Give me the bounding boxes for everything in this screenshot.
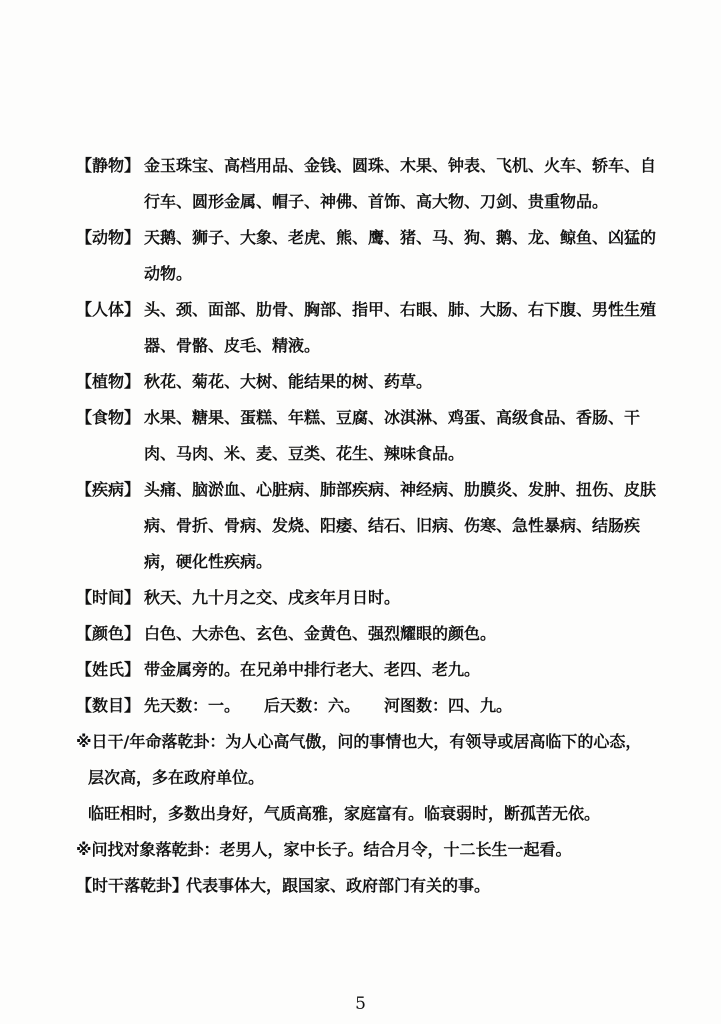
entry-label: 【疾病】 bbox=[76, 480, 141, 499]
entry-renti bbox=[76, 292, 656, 364]
entry-label: 【时干落乾卦】 bbox=[76, 876, 189, 895]
entry-shumu bbox=[76, 688, 656, 724]
paragraph-linwang: 临旺相时，多数出身好，气质高雅，家庭富有。临衰弱时，断孤苦无依。 bbox=[88, 804, 601, 823]
note-zhaoduixiang: ※问找对象落乾卦：老男人，家中长子。结合月令，十二长生一起看。 bbox=[76, 840, 572, 859]
entry-xingshi bbox=[76, 652, 656, 688]
entry-label: 【时间】 bbox=[76, 588, 141, 607]
entry-label: 【数目】 bbox=[76, 696, 141, 715]
entry-yanse bbox=[76, 616, 656, 652]
entry-shijian bbox=[76, 580, 656, 616]
entry-text: 先天数：一。 后天数：六。 河图数：四、九。 bbox=[144, 696, 513, 715]
entry-jingwu bbox=[76, 148, 656, 220]
entry-label: 【颜色】 bbox=[76, 624, 141, 643]
entry-text: 天鹅、狮子、大象、老虎、熊、鹰、猪、马、狗、鹅、龙、鲸鱼、凶猛的动物。 bbox=[144, 228, 657, 283]
entry-label: 【植物】 bbox=[76, 372, 141, 391]
entry-text: 头痛、脑淤血、心脏病、肺部疾病、神经病、肋膜炎、发肿、扭伤、皮肤病、骨折、骨病、发烧、阳痿、结石、旧病、伤寒、急性暴病、结肠疾病，硬化性疾病。 bbox=[144, 480, 657, 571]
entry-label: 【食物】 bbox=[76, 408, 141, 427]
entry-zhiwu bbox=[76, 364, 656, 400]
page-number: 5 bbox=[355, 994, 366, 1014]
entry-text: 头、颈、面部、肋骨、胸部、指甲、右眼、肺、大肠、右下腹、男性生殖器、骨骼、皮毛、精液。 bbox=[144, 300, 657, 355]
entry-text: 带金属旁的。在兄弟中排行老大、老四、老九。 bbox=[144, 660, 481, 679]
entry-text: 秋天、九十月之交、戌亥年月日时。 bbox=[144, 588, 401, 607]
entry-label: 【人体】 bbox=[76, 300, 141, 319]
note-rigan-line2: 层次高，多在政府单位。 bbox=[88, 768, 265, 787]
entry-jibing bbox=[76, 472, 656, 580]
entry-text: 秋花、菊花、大树、能结果的树、药草。 bbox=[144, 372, 433, 391]
entry-shiwu bbox=[76, 400, 656, 472]
entry-text: 代表事体大，跟国家、政府部门有关的事。 bbox=[186, 876, 491, 895]
entry-label: 【动物】 bbox=[76, 228, 141, 247]
entry-text: 水果、糖果、蛋糕、年糕、豆腐、冰淇淋、鸡蛋、高级食品、香肠、干肉、马肉、米、麦、豆类、花生、辣味食品。 bbox=[144, 408, 641, 463]
entry-label: 【姓氏】 bbox=[76, 660, 141, 679]
entry-shigan bbox=[76, 868, 656, 904]
document-body bbox=[76, 148, 656, 904]
note-rigan-line1: ※日干/年命落乾卦：为人心高气傲，问的事情也大，有领导或居高临下的心态， bbox=[76, 732, 642, 751]
entry-text: 白色、大赤色、玄色、金黄色、强烈耀眼的颜色。 bbox=[144, 624, 497, 643]
entry-label: 【静物】 bbox=[76, 156, 141, 175]
entry-dongwu bbox=[76, 220, 656, 292]
entry-text: 金玉珠宝、高档用品、金钱、圆珠、木果、钟表、飞机、火车、轿车、自行车、圆形金属、帽子、神佛、首饰、高大物、刀剑、贵重物品。 bbox=[144, 156, 657, 211]
